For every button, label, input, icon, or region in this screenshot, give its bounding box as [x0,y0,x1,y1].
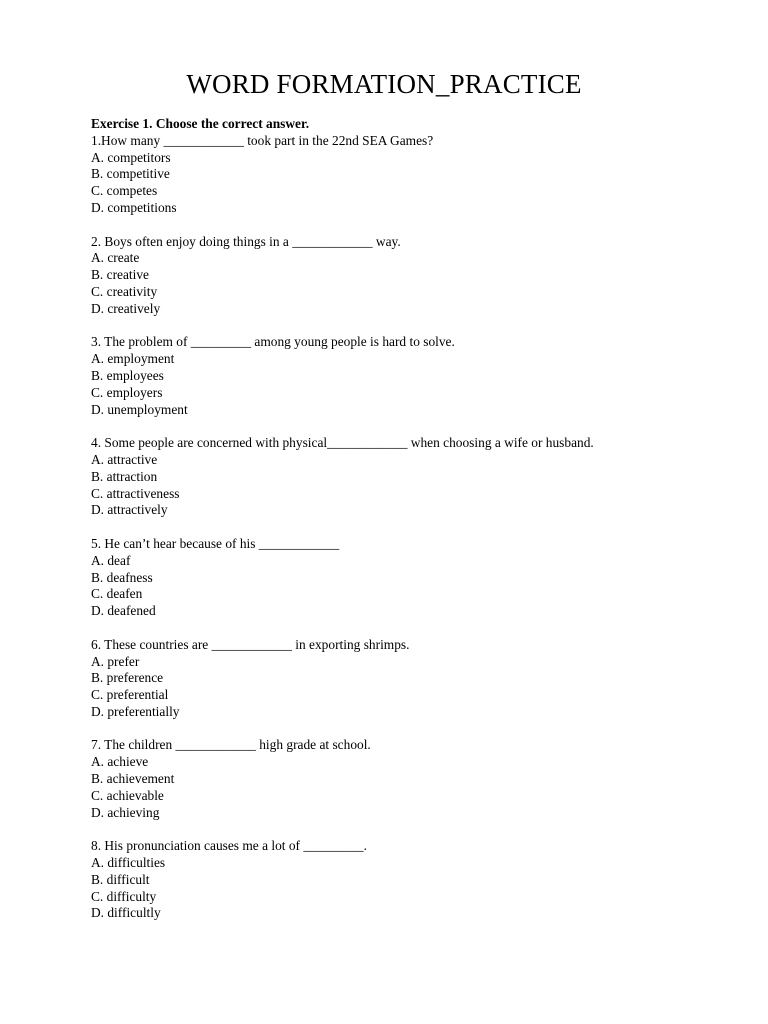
option-d: D. deafened [91,603,156,619]
question-5 [91,536,731,620]
exercise-content [91,116,731,939]
option-c: C. competes [91,183,158,199]
option-b: B. difficult [91,871,150,887]
question-text: 6. These countries are ____________ in exporting shrimps. [91,636,410,652]
question-1 [91,133,731,217]
option-c: C. achievable [91,787,164,803]
question-4 [91,435,731,519]
option-c: C. employers [91,384,163,400]
page-title: WORD FORMATION_PRACTICE [186,69,582,99]
option-a: A. prefer [91,653,140,669]
option-b: B. competitive [91,166,170,182]
exercise-heading: Exercise 1. Choose the correct answer. [91,116,310,131]
question-7 [91,737,731,821]
option-a: A. employment [91,351,175,367]
question-text: 3. The problem of _________ among young people is hard to solve. [91,334,455,350]
question-text: 1.How many ____________ took part in the 22nd SEA Games? [91,132,434,148]
option-a: A. deaf [91,552,131,568]
option-d: D. competitions [91,199,177,215]
question-text: 4. Some people are concerned with physical____________ when choosing a wife or husband. [91,435,594,451]
option-c: C. attractiveness [91,485,180,501]
option-c: C. deafen [91,586,143,602]
option-d: D. preferentially [91,703,180,719]
option-c: C. difficulty [91,888,157,904]
option-a: A. competitors [91,149,171,165]
option-b: B. attraction [91,468,158,484]
option-c: C. creativity [91,283,158,299]
option-a: A. attractive [91,451,158,467]
question-text: 5. He can’t hear because of his ____________ [91,535,340,551]
option-b: B. employees [91,367,164,383]
option-d: D. unemployment [91,401,188,417]
option-b: B. deafness [91,569,153,585]
option-b: B. preference [91,670,164,686]
question-text: 2. Boys often enjoy doing things in a ____________ way. [91,233,401,249]
question-8 [91,838,731,922]
option-b: B. achievement [91,771,175,787]
option-d: D. achieving [91,804,160,820]
option-b: B. creative [91,267,149,283]
option-a: A. difficulties [91,855,166,871]
option-a: A. achieve [91,754,149,770]
option-a: A. create [91,250,140,266]
question-text: 8. His pronunciation causes me a lot of _________. [91,838,367,854]
option-c: C. preferential [91,687,169,703]
question-2 [91,234,731,318]
option-d: D. creatively [91,300,161,316]
question-text: 7. The children ____________ high grade at school. [91,737,371,753]
option-d: D. attractively [91,502,168,518]
question-3 [91,334,731,418]
question-6 [91,637,731,721]
option-d: D. difficultly [91,905,161,921]
